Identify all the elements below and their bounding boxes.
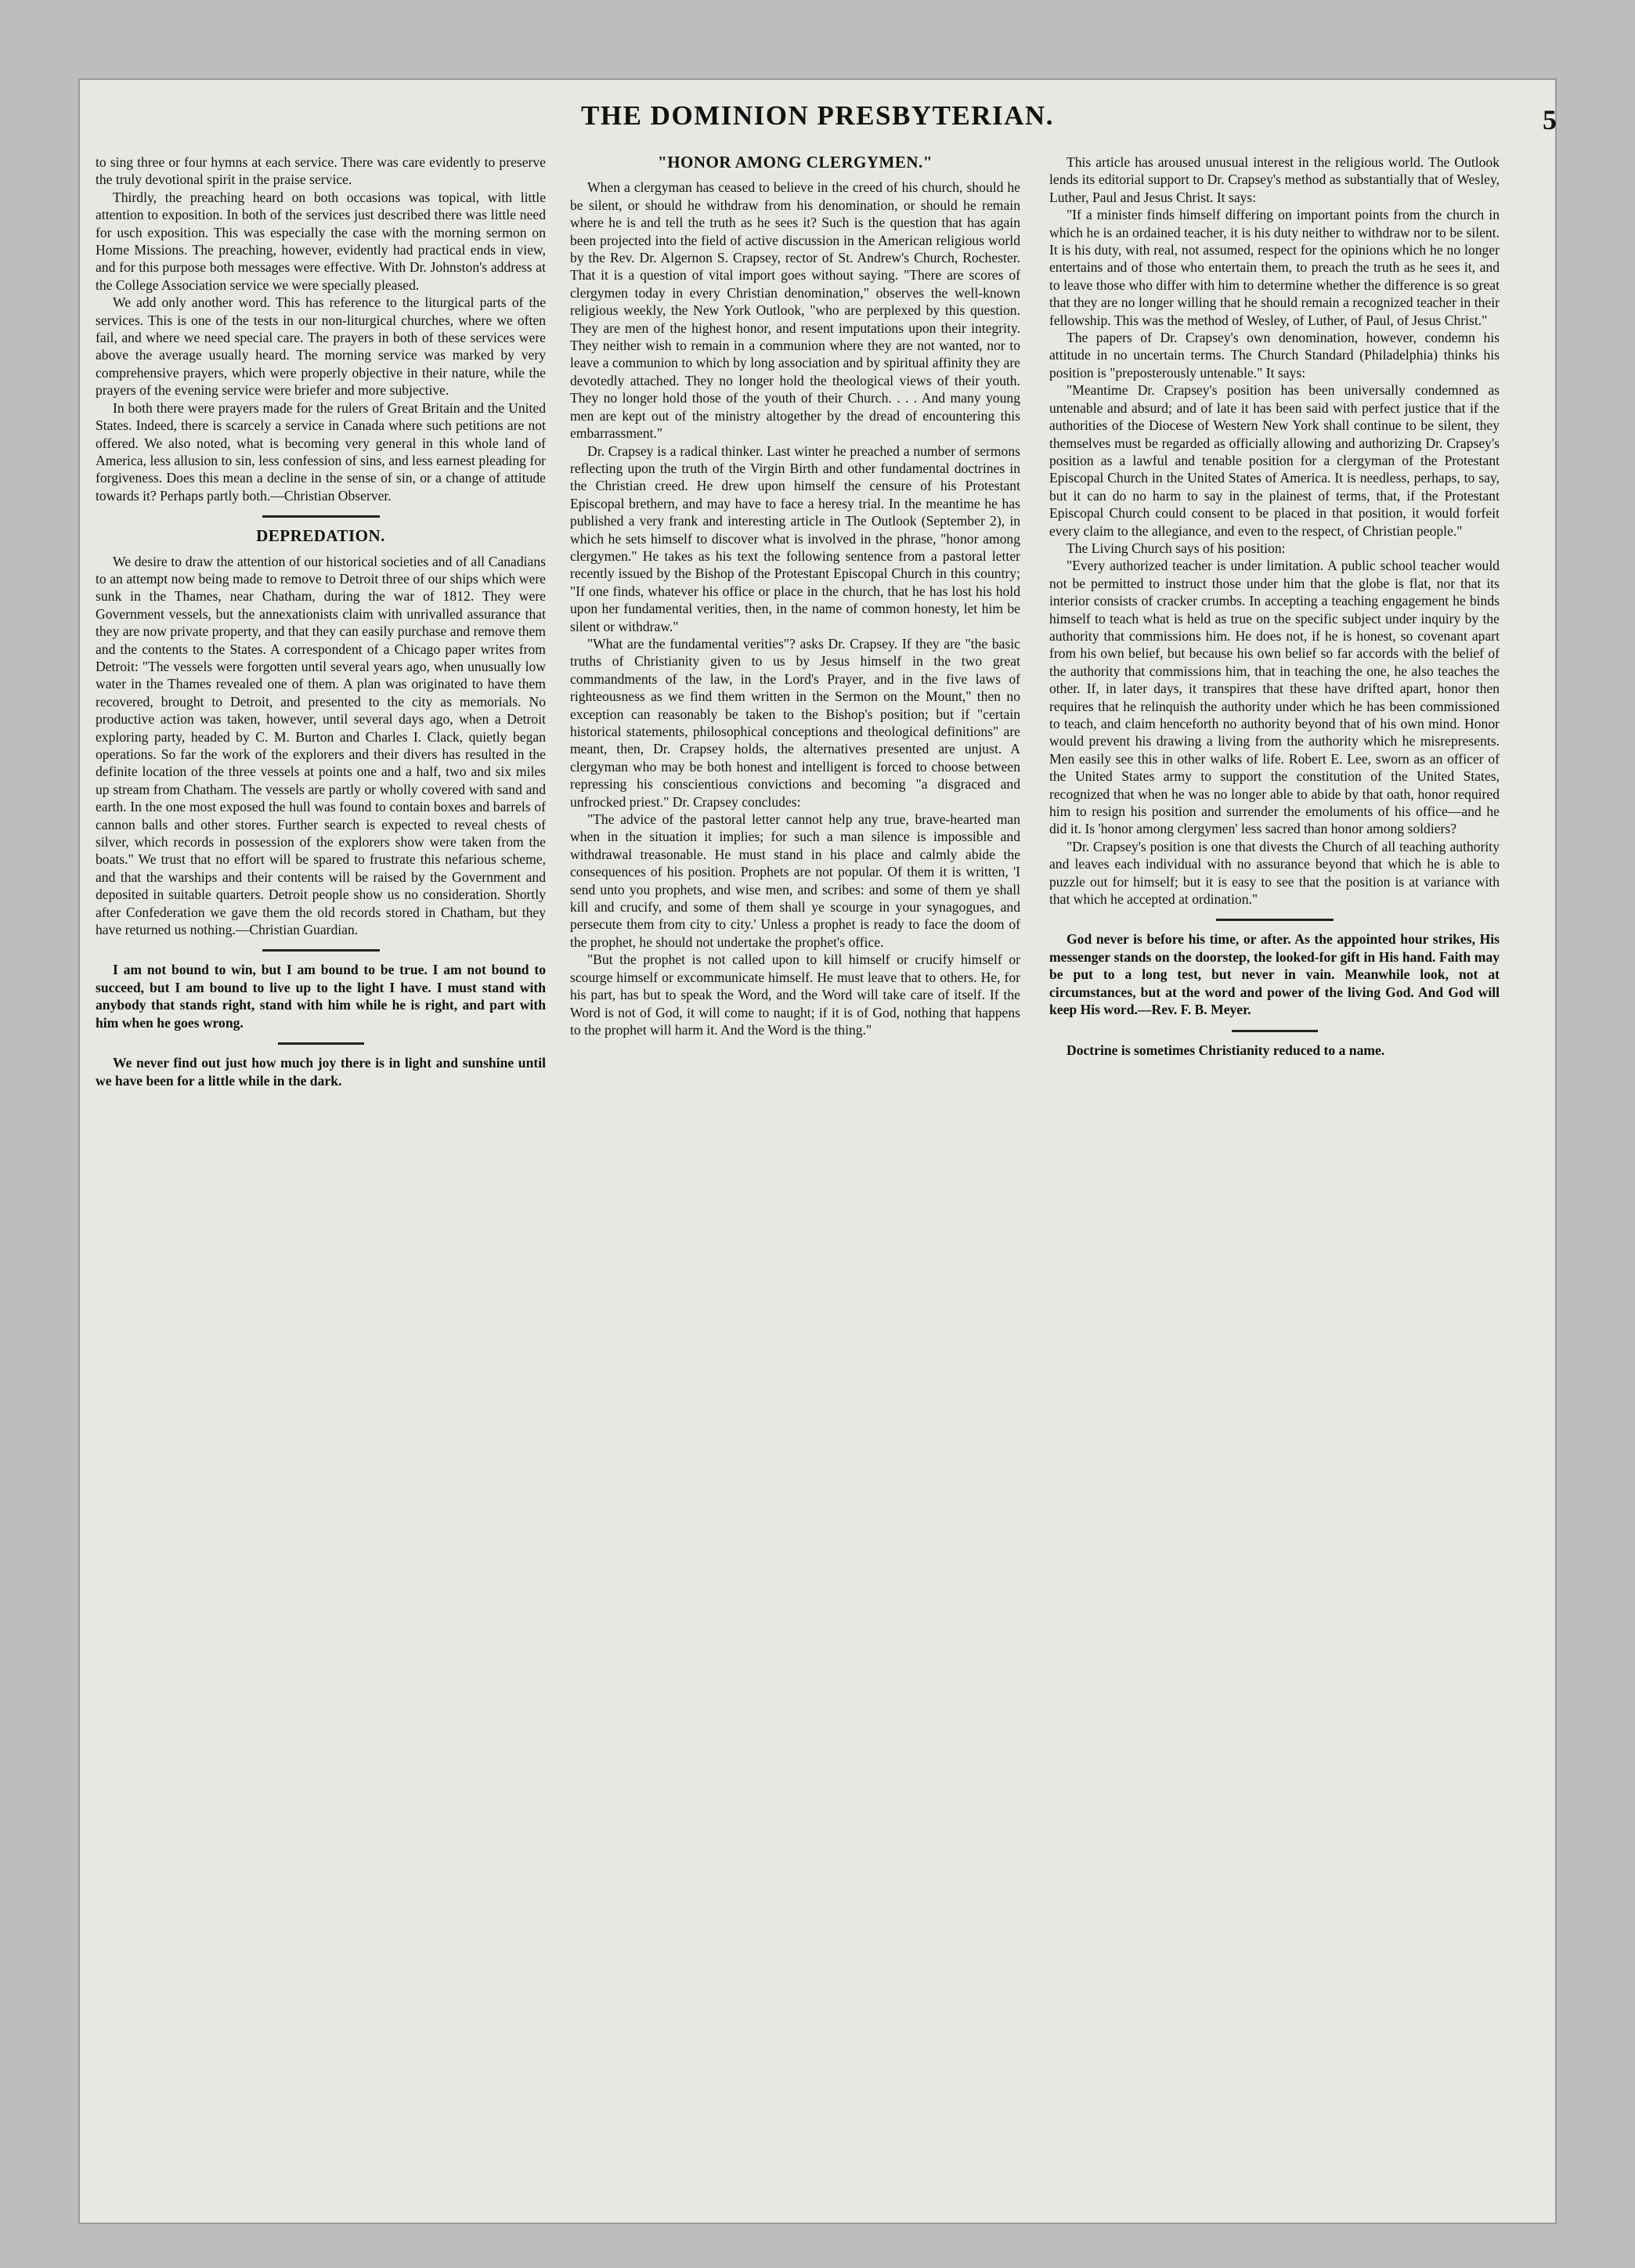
article-paragraph: The papers of Dr. Crapsey's own denomination, however, condemn his attitude in no uncertain terms. The Church Standard (Philadelphia) thinks his position is "preposterously untenable." It says:: [1049, 330, 1500, 381]
article-paragraph: "Every authorized teacher is under limitation. A public school teacher would not be permitted to instruct those under him that the globe is flat, nor that its interior consists of cracker crumbs. In accepting a teaching engagement he binds himself to teach what is held as true on the specific subject under inquiry by the authority that commissions him. He does not, if he is honest, so covenant apart from his own belief, but because his own belief so far accords with the belief of the authority that commissions him, that in teaching the one, he also teaches the other. If, in later days, it transpires that these have drifted apart, honor then requires that he relinquish the authority under which he has been commissioned to teach, and claim henceforth no authority beyond that of his own mind. Honor would prevent his drawing a living from the authority which he misrepresents. Men easily see this in other walks of life. Robert E. Lee, sworn as an officer of the United States army to support the constitution of the United States, recognized that when he was no longer able to abide by that oath, honor required him to resign his position and surrender the emoluments of his office—and he did it. Is 'honor among clergymen' less sacred than honor among soldiers?: [1049, 558, 1500, 837]
column-3: [1049, 153, 1500, 1059]
quote-paragraph: We never find out just how much joy there is in light and sunshine until we have been for a little while in the dark.: [96, 1055, 546, 1089]
article-paragraph: "Meantime Dr. Crapsey's position has been universally condemned as untenable and absurd; and of late it has been said with perfect justice that if the authorities of the Diocese of Western New York shall continue to be silent, they themselves must be regarded as officially allowing and authorizing Dr. Crapsey's position as a lawful and tenable position for a clergyman of the Protestant Episcopal Church in the United States of America. It is needless, perhaps, to say, but it can do no harm to say in the plainest of terms, that, if the Protestant Episcopal Church could consent to be placed in that position, it would forfeit every claim to the allegiance, and even to the respect, of Christian people.": [1049, 382, 1500, 539]
article-paragraph: "But the prophet is not called upon to kill himself or crucify himself or scourge himself or excommunicate himself. He must leave that to others. He, for his part, has but to speak the Word, and the Word will take care of itself. If the Word is not of God, it will come to naught; if it is of God, nothing that happens to the prophet will harm it. And the Word is the thing.": [570, 952, 1020, 1038]
article-paragraph: "What are the fundamental verities"? asks Dr. Crapsey. If they are "the basic truths of Christianity given to us by Jesus himself in the two great commandments of the law, in the Lord's Prayer, and in the five laws of righteousness as we find them written in the Sermon on the Mount," then no exception can reasonably be taken to the Bishop's position; but if "certain historical statements, philosophical conceptions and theological definitions" are meant, then, Dr. Crapsey holds, the alternatives presented are unjust. A clergyman who may be both honest and intelligent is forced to choose between repressing his conscientious convictions and becoming "a disgraced and unfrocked priest." Dr. Crapsey concludes:: [570, 635, 1020, 810]
article-paragraph: "Dr. Crapsey's position is one that divests the Church of all teaching authority and leaves each individual with no assurance beyond that which he is able to puzzle out for himself; but it is easy to see that the position is at variance with that which he accepted at ordination.": [1049, 838, 1500, 908]
divider-rule: [1232, 1030, 1318, 1032]
newspaper-title: THE DOMINION PRESBYTERIAN.: [581, 100, 1054, 131]
article-paragraph: We desire to draw the attention of our historical societies and of all Canadians to an attempt now being made to remove to Detroit three of our ships which were sunk in the Thames, near Chatham, during the war of 1812. They were Government vessels, but the annexationists claim with unrivalled assurance that they are now private property, and that they can easily purchase and remove them and the contents to the States. A correspondent of a Chicago paper writes from Detroit: "The vessels were forgotten until several years ago, when unusually low water in the Thames revealed one of them. A plan was originated to have them recovered, brought to Detroit, and presented to the city as memorials. No productive action was taken, however, until several days ago, when a Detroit exploring party, headed by C. M. Burton and Charles I. Clack, quietly began operations. So far the work of the explorers and their divers has resulted in the definite location of the three vessels at points one and a half, two and six miles up stream from Chatham. The vessels are partly or wholly covered with sand and earth. In the one most exposed the hull was found to contain boxes and barrels of cannon balls and other stores. Further search is expected to reveal chests of silver, which records in possession of the explorers show were taken from the boats." We trust that no effort will be spared to frustrate this nefarious scheme, and that the warships and their contents will be raised by the Government and deposited in suitable quarters. Detroit people show us no consideration. Shortly after Confederation we gave them the old records stored in Chatham, but they have returned us nothing.—Christian Guardian.: [96, 553, 546, 938]
divider-rule: [278, 1042, 364, 1045]
page-number: 5: [1543, 104, 1557, 135]
divider-rule: [1216, 919, 1334, 921]
article-paragraph: "If a minister finds himself differing on important points from the church in which he is an ordained teacher, it is his duty neither to withdraw nor to be silent. It is his duty, with real, not assumed, respect for the opinions which he no longer entertains and of those who entertain them, to preach the truth as he sees it, and to leave those who differ with him to determine whether the difference is so great that they are no longer willing that he should remain a recognized teacher in their fellowship. This was the method of Wesley, of Luther, of Paul, of Jesus Christ.": [1049, 207, 1500, 328]
article-paragraph: Thirdly, the preaching heard on both occasions was topical, with little attention to exposition. In both of the services just described there was little need for usch exposition. This was especially the case with the morning sermon on Home Missions. The preaching, however, evidently had practical ends in view, and for this purpose both messages were effective. With Dr. Johnston's address at the College Association service we were specially pleased.: [96, 189, 546, 293]
honor-article-heading: "HONOR AMONG CLERGYMEN.": [658, 153, 933, 172]
column-2: [570, 153, 1020, 1038]
article-paragraph: In both there were prayers made for the rulers of Great Britain and the United States. Indeed, there is scarcely a service in Canada where such petitions are not offered. We also noted, what is becoming very general in this whole land of America, less allusion to sin, less confession of sins, and less earnest pleading for forgiveness. Does this mean a decline in the sense of sin, or a change of attitude towards it? Perhaps partly both.—Christian Observer.: [96, 399, 546, 504]
newspaper-page: [78, 78, 1557, 2224]
article-paragraph: "The advice of the pastoral letter cannot help any true, brave-hearted man when in the situation it implies; for such a man silence is impossible and withdrawal treasonable. He must stand in his place and calmly abide the consequences of his position. Prophets are not popular. Of them it is written, 'I send unto you prophets, and wise men, and scribes: and some of them ye shall kill and crucify, and some of them shall ye scourge in your synagogues, and persecute them from city to city.' Unless a prophet is ready to face the doom of the prophet, he should not undertake the prophet's office.: [570, 811, 1020, 950]
divider-rule: [262, 949, 380, 952]
depredation-heading: DEPREDATION.: [256, 526, 385, 546]
article-paragraph: Dr. Crapsey is a radical thinker. Last winter he preached a number of sermons reflecting upon the truth of the Virgin Birth and other fundamental doctrines in the Christian creed. He drew upon himself the censure of his Protestant Episcopal brethern, and may have to face a heresy trial. In the meantime he has published a very frank and interesting article in The Outlook (September 2), in which he sets himself to discover what is involved in the phrase, "honor among clergymen." He takes as his text the following sentence from a pastoral letter recently issued by the Bishop of the Protestant Episcopal Church in this country; "If one finds, whatever his office or place in the church, that he has lost his hold upon her fundamental verities, then, in the name of common honesty, let him be silent or withdraw.": [570, 442, 1020, 634]
column-1: [96, 153, 546, 1089]
article-paragraph: We add only another word. This has reference to the liturgical parts of the services. This is one of the tests in our non-liturgical churches, where we often fail, and where we need special care. The prayers in both of these services were above the average usually heard. The morning service was marked by very comprehensive prayers, which were properly objective in their nature, while the prayers of the evening service were briefer and more subjective.: [96, 294, 546, 399]
quote-paragraph: I am not bound to win, but I am bound to be true. I am not bound to succeed, but I am bound to live up to the light I have. I must stand with anybody that stands right, stand with him while he is right, and part with him when he goes wrong.: [96, 962, 546, 1031]
article-paragraph: to sing three or four hymns at each service. There was care evidently to preserve the truly devotional spirit in the praise service.: [96, 154, 546, 188]
quote-paragraph: God never is before his time, or after. As the appointed hour strikes, His messenger stands on the doorstep, the looked-for gift in His hand. Faith may be put to a long test, but never in vain. Meanwhile look, not at circumstances, but at the word and power of the living God. And God will keep His word.—Rev. F. B. Meyer.: [1049, 931, 1500, 1018]
article-paragraph: When a clergyman has ceased to believe in the creed of his church, should he be silent, or should he withdraw from his denomination, or should he remain where he is and tell the truth as he sees it? Such is the question that has again been projected into the field of active discussion in the American religious world by the Rev. Dr. Algernon S. Crapsey, rector of St. Andrew's Church, Rochester. That it is a question of vital import goes without saying. "There are scores of clergymen today in every Christian denomination," observes the well-known religious weekly, the New York Outlook, "who are perplexed by this question. They are men of the highest honor, and resent imputations upon their integrity. They neither wish to remain in a communion where they are not wanted, nor to leave a communion to which by long association and by spiritual affinity they are devotedly attached. They no longer hold the theological views of their youth. They no longer hold those of the youth of their Church. . . . And many young men are kept out of the ministry altogether by the dread of encountering this embarrassment.": [570, 179, 1020, 442]
masthead: [78, 100, 1557, 147]
divider-rule: [262, 515, 380, 518]
article-paragraph: The Living Church says of his position:: [1067, 540, 1286, 556]
article-paragraph: This article has aroused unusual interest in the religious world. The Outlook lends its editorial support to Dr. Crapsey's method as substantially that of Wesley, Luther, Paul and Jesus Christ. It says:: [1049, 154, 1500, 205]
quote-paragraph: Doctrine is sometimes Christianity reduced to a name.: [1067, 1042, 1385, 1058]
